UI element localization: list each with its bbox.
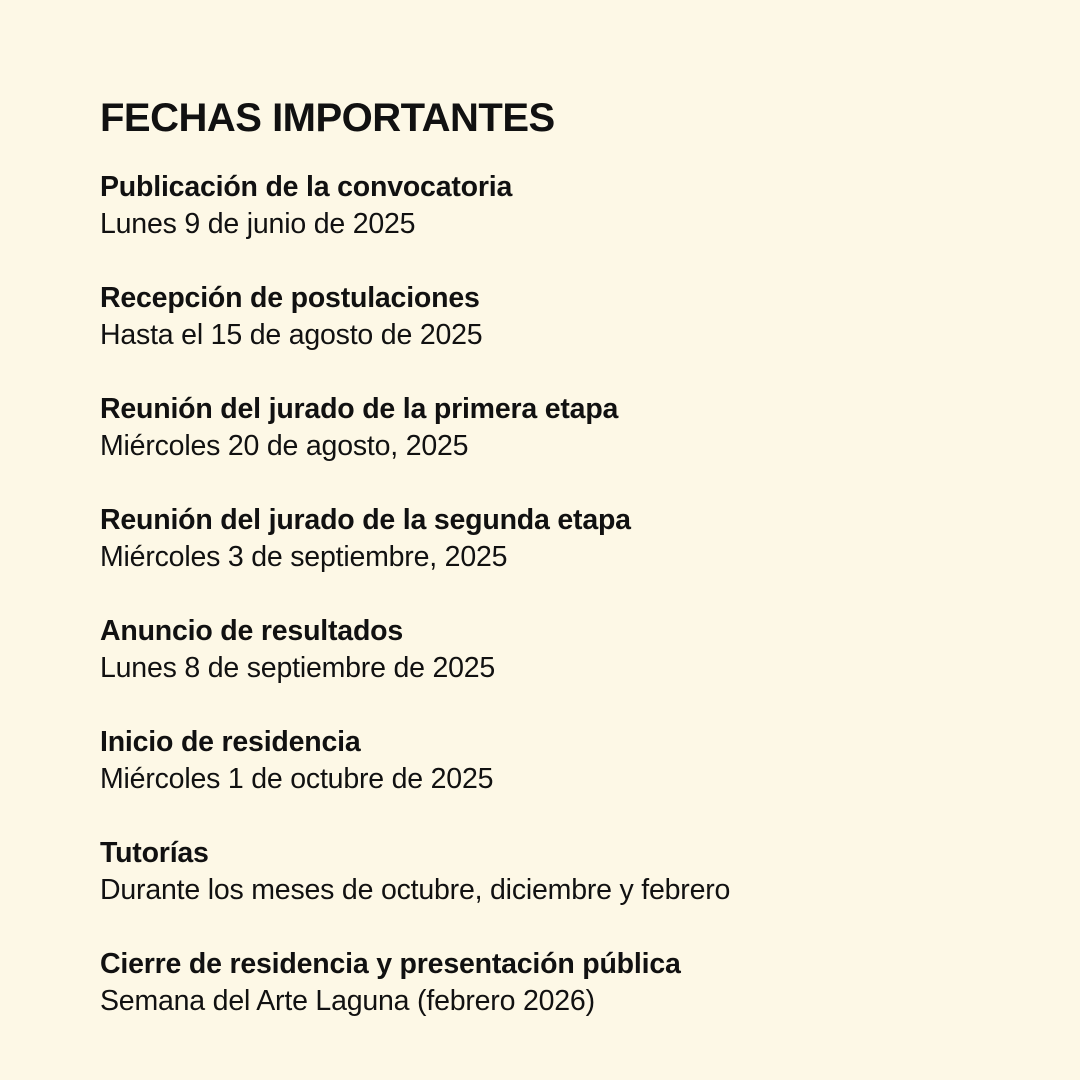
event-date: Miércoles 20 de agosto, 2025	[100, 430, 469, 462]
important-dates-section	[100, 94, 1000, 1057]
date-item	[100, 169, 1000, 280]
event-name: Anuncio de resultados	[100, 615, 404, 647]
event-name: Publicación de la convocatoria	[100, 171, 513, 203]
date-item	[100, 946, 1000, 1057]
event-name: Tutorías	[100, 837, 209, 869]
event-name: Recepción de postulaciones	[100, 282, 480, 314]
event-date: Semana del Arte Laguna (febrero 2026)	[100, 985, 595, 1017]
date-item	[100, 724, 1000, 835]
event-date: Miércoles 3 de septiembre, 2025	[100, 541, 508, 573]
date-item	[100, 835, 1000, 946]
event-date: Miércoles 1 de octubre de 2025	[100, 763, 494, 795]
event-date: Lunes 9 de junio de 2025	[100, 208, 416, 240]
date-item	[100, 502, 1000, 613]
event-date: Lunes 8 de septiembre de 2025	[100, 652, 496, 684]
date-item	[100, 391, 1000, 502]
event-name: Inicio de residencia	[100, 726, 361, 758]
event-name: Reunión del jurado de la primera etapa	[100, 393, 619, 425]
event-name: Reunión del jurado de la segunda etapa	[100, 504, 631, 536]
event-date: Durante los meses de octubre, diciembre y febrero	[100, 874, 731, 906]
date-list	[100, 169, 1000, 1057]
date-item	[100, 280, 1000, 391]
event-name: Cierre de residencia y presentación pública	[100, 948, 681, 980]
page-title: FECHAS IMPORTANTES	[100, 96, 555, 140]
date-item	[100, 613, 1000, 724]
event-date: Hasta el 15 de agosto de 2025	[100, 319, 483, 351]
